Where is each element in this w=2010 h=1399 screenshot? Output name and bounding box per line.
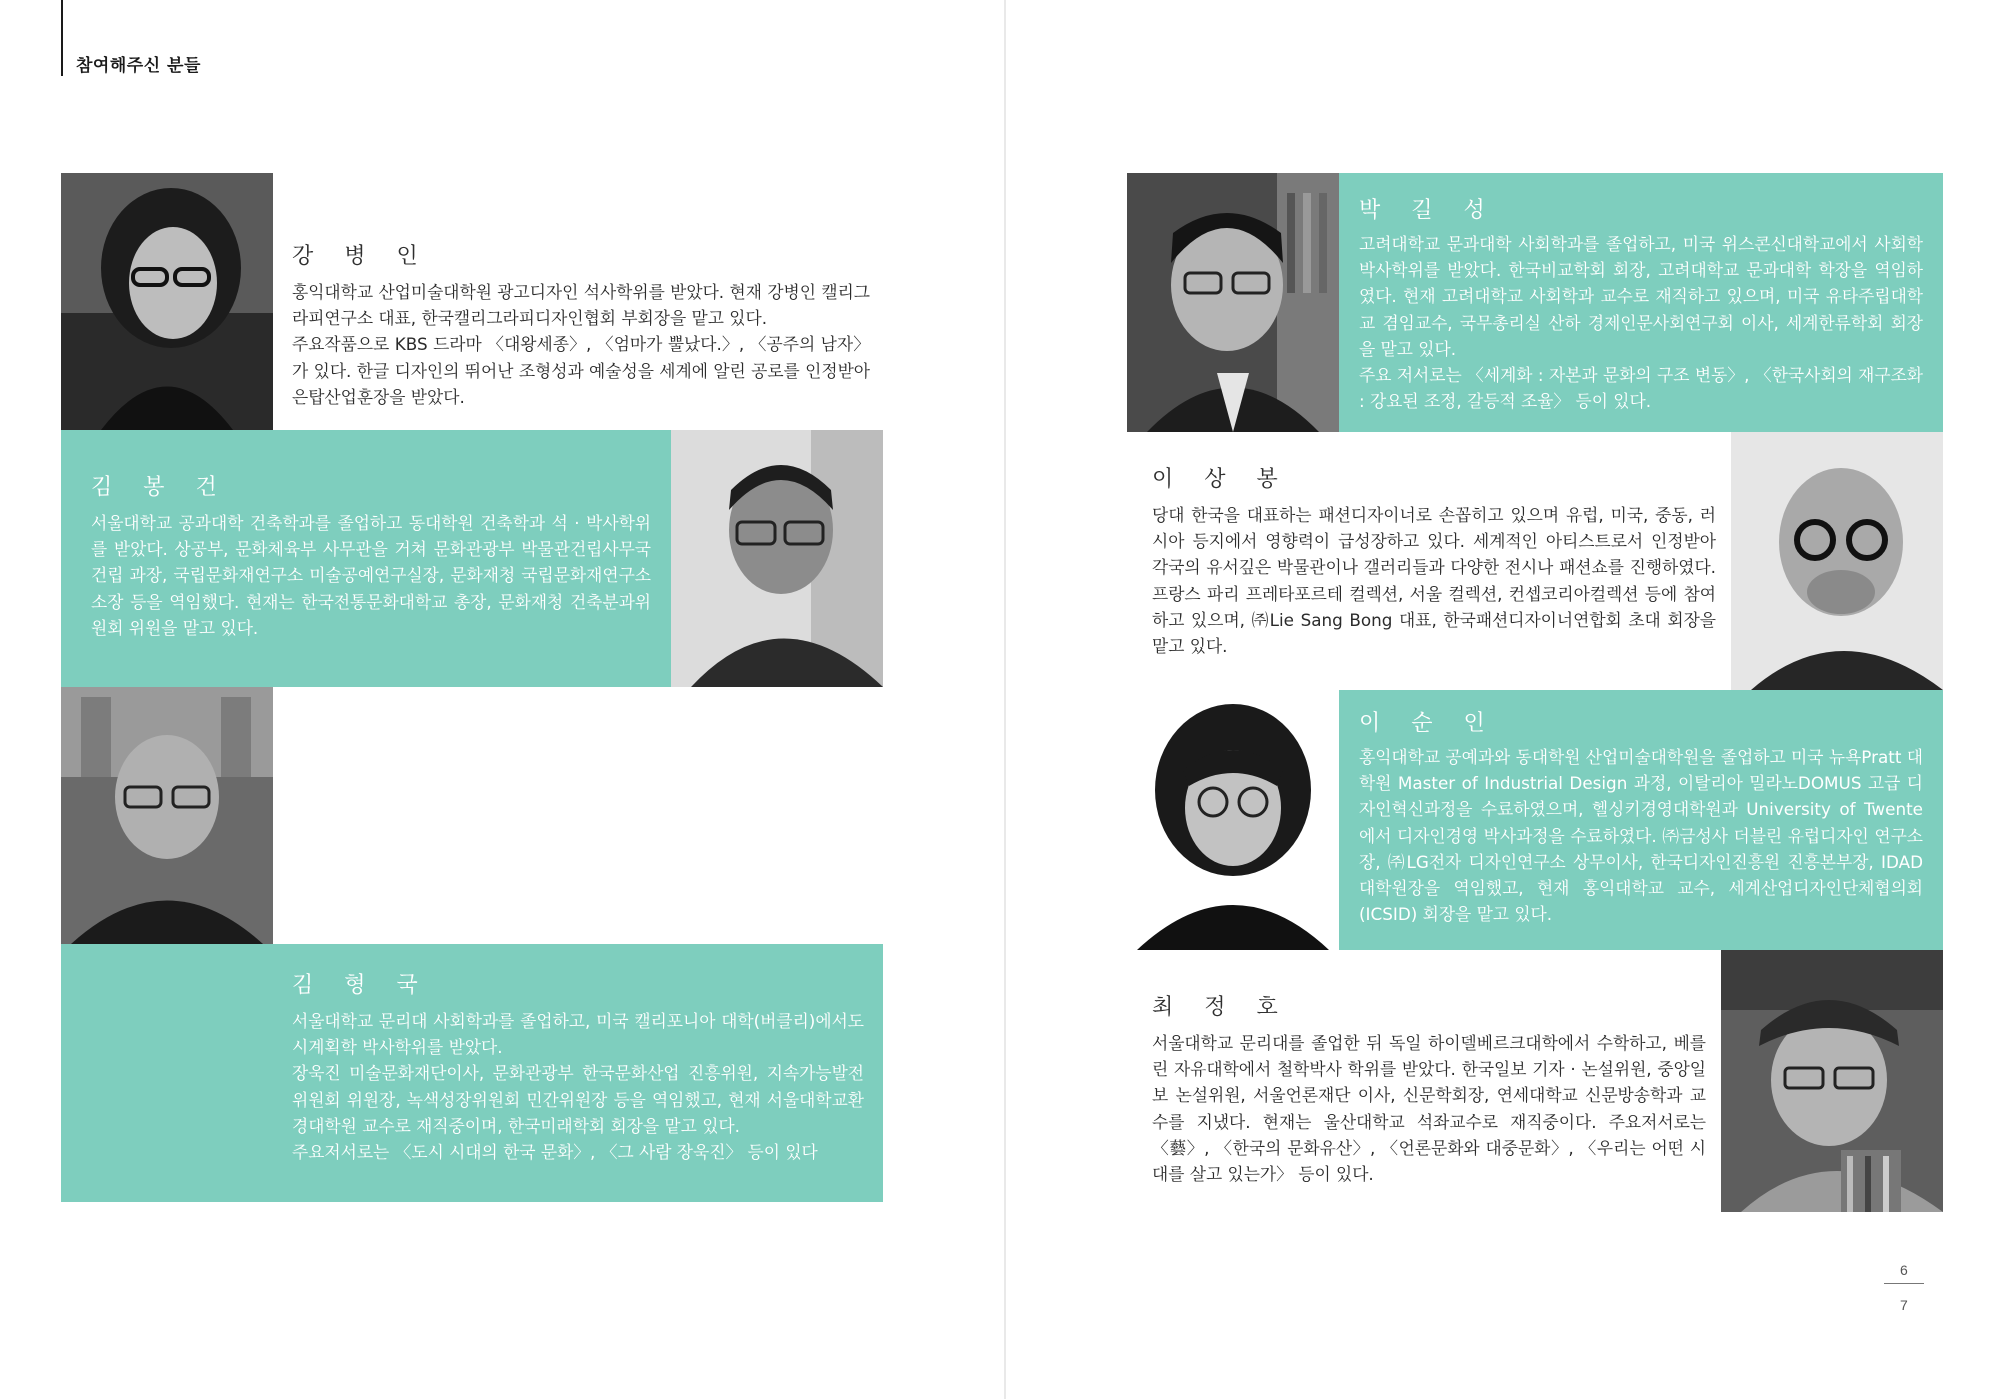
person-name: 이 순 인 bbox=[1359, 711, 1497, 736]
bio-block-kimhk bbox=[61, 944, 883, 1202]
page-number-left: 6 bbox=[1900, 1262, 1908, 1278]
person-bio bbox=[1359, 231, 1923, 414]
portrait-kimbg bbox=[671, 430, 883, 687]
bio-paragraph: 서울대학교 공과대학 건축학과를 졸업하고 동대학원 건축학과 석 · 박사학위를 받았다. 상공부, 문화체육부 사무관을 거쳐 문화관광부 박물관건립사무국 건립 과장, 국립문화재연구소 미술공예연구실장, 문화재청 국립문화재연구소 소장 등을 역임했다. 현재는 한국전통문화대학교 총장, 문화재청 건축분과위원회 위원을 맡고 있다. bbox=[91, 513, 651, 638]
bio-paragraph: 당대 한국을 대표하는 패션디자이너로 손꼽히고 있으며 유럽, 미국, 중동, 러시아 등지에서 영향력이 급성장하고 있다. 세계적인 아티스트로서 인정받아 각국의 유서깊은 박물관이나 갤러리들과 다양한 전시나 패션쇼를 진행하였다. 프랑스 파리 프레타포르테 컬렉션, 서울 컬렉션, 컨셉코리아컬렉션 등에 참여하고 있으며, ㈜Lie Sang Bong 대표, 한국패션디자이너연합회 초대 회장을 맡고 있다. bbox=[1152, 505, 1716, 657]
page-spine bbox=[1004, 0, 1006, 1399]
bio-block-park bbox=[1339, 173, 1943, 432]
portrait-kang bbox=[61, 173, 273, 430]
bio-paragraph: 서울대학교 문리대 사회학과를 졸업하고, 미국 캘리포니아 대학(버클리)에서도시계획학 박사학위를 받았다. bbox=[292, 1011, 864, 1058]
person-name: 박 길 성 bbox=[1359, 198, 1497, 223]
portrait-leesb bbox=[1731, 432, 1943, 690]
portrait-kimhk bbox=[61, 687, 273, 944]
person-name: 김 봉 건 bbox=[91, 475, 229, 500]
portrait-park bbox=[1127, 173, 1339, 432]
person-bio bbox=[292, 1008, 864, 1165]
person-name: 최 정 호 bbox=[1152, 995, 1290, 1020]
person-bio bbox=[91, 510, 651, 641]
bio-paragraph: 홍익대학교 산업미술대학원 광고디자인 석사학위를 받았다. 현재 강병인 캘리그라피연구소 대표, 한국캘리그라피디자인협회 부회장을 맡고 있다. bbox=[292, 282, 870, 329]
person-bio bbox=[292, 279, 870, 410]
bio-paragraph: 고려대학교 문과대학 사회학과를 졸업하고, 미국 위스콘신대학교에서 사회학박사학위를 받았다. 한국비교학회 회장, 고려대학교 문과대학 학장을 역임하였다. 현재 고려대학교 사회학과 교수로 재직하고 있으며, 미국 유타주립대학교 겸임교수, 국무총리실 산하 경제인문사회연구회 이사, 세계한류학회 회장을 맡고 있다. bbox=[1359, 234, 1923, 359]
person-name: 이 상 봉 bbox=[1152, 467, 1290, 492]
person-name: 김 형 국 bbox=[292, 973, 430, 998]
bio-paragraph: 주요저서로는 〈도시 시대의 한국 문화〉, 〈그 사람 장욱진〉 등이 있다 bbox=[292, 1142, 818, 1163]
bio-block-kimbg bbox=[61, 430, 671, 687]
bio-block-leesi bbox=[1339, 690, 1943, 950]
portrait-choi bbox=[1721, 950, 1943, 1212]
page-number-right: 7 bbox=[1900, 1297, 1908, 1313]
bio-block-choi bbox=[1127, 950, 1721, 1212]
bio-paragraph: 서울대학교 문리대를 졸업한 뒤 독일 하이델베르크대학에서 수학하고, 베를린 자유대학에서 철학박사 학위를 받았다. 한국일보 기자 · 논설위원, 중앙일보 논설위원, 서울언론재단 이사, 신문학회장, 연세대학교 신문방송학과 교수를 지냈다. 현재는 울산대학교 석좌교수로 재직중이다. 주요저서로는 〈藝〉, 〈한국의 문화유산〉, 〈언론문화와 대중문화〉, 〈우리는 어떤 시대를 살고 있는가〉 등이 있다. bbox=[1152, 1033, 1706, 1185]
bio-paragraph: 주요 저서로는 〈세계화 : 자본과 문화의 구조 변동〉, 〈한국사회의 재구조화 : 강요된 조정, 갈등적 조율〉 등이 있다. bbox=[1359, 365, 1923, 412]
page-number-divider bbox=[1884, 1283, 1924, 1284]
person-bio bbox=[1359, 744, 1923, 927]
bio-block-leesb bbox=[1127, 432, 1731, 690]
bio-paragraph: 주요작품으로 KBS 드라마 〈대왕세종〉, 〈엄마가 뿔났다.〉, 〈공주의 남자〉가 있다. 한글 디자인의 뛰어난 조형성과 예술성을 세계에 알린 공로를 인정받아 은탑산업훈장을 받았다. bbox=[292, 334, 870, 407]
person-bio bbox=[1152, 1030, 1706, 1187]
header-rule bbox=[61, 0, 63, 76]
bio-block-kang bbox=[273, 173, 883, 430]
section-title: 참여해주신 분들 bbox=[76, 56, 201, 76]
person-name: 강 병 인 bbox=[292, 244, 430, 269]
bio-paragraph: 장욱진 미술문화재단이사, 문화관광부 한국문화산업 진흥위원, 지속가능발전위원회 위원장, 녹색성장위원회 민간위원장 등을 역임했고, 현재 서울대학교환경대학원 교수로 재직중이며, 한국미래학회 회장을 맡고 있다. bbox=[292, 1063, 864, 1136]
portrait-leesi bbox=[1127, 690, 1339, 950]
bio-paragraph: 홍익대학교 공예과와 동대학원 산업미술대학원을 졸업하고 미국 뉴욕Pratt 대학원 Master of Industrial Design 과정, 이탈리아 밀라노DOMUS 고급 디자인혁신과정을 수료하였으며, 헬싱키경영대학원과 University of Twente에서 디자인경영 박사과정을 수료하였다. ㈜금성사 더블린 유럽디자인 연구소장, ㈜LG전자 디자인연구소 상무이사, 한국디자인진흥원 진흥본부장, IDAD 대학원장을 역임했고, 현재 홍익대학교 교수, 세계산업디자인단체협의회(ICSID) 회장을 맡고 있다. bbox=[1359, 747, 1923, 925]
person-bio bbox=[1152, 502, 1716, 659]
